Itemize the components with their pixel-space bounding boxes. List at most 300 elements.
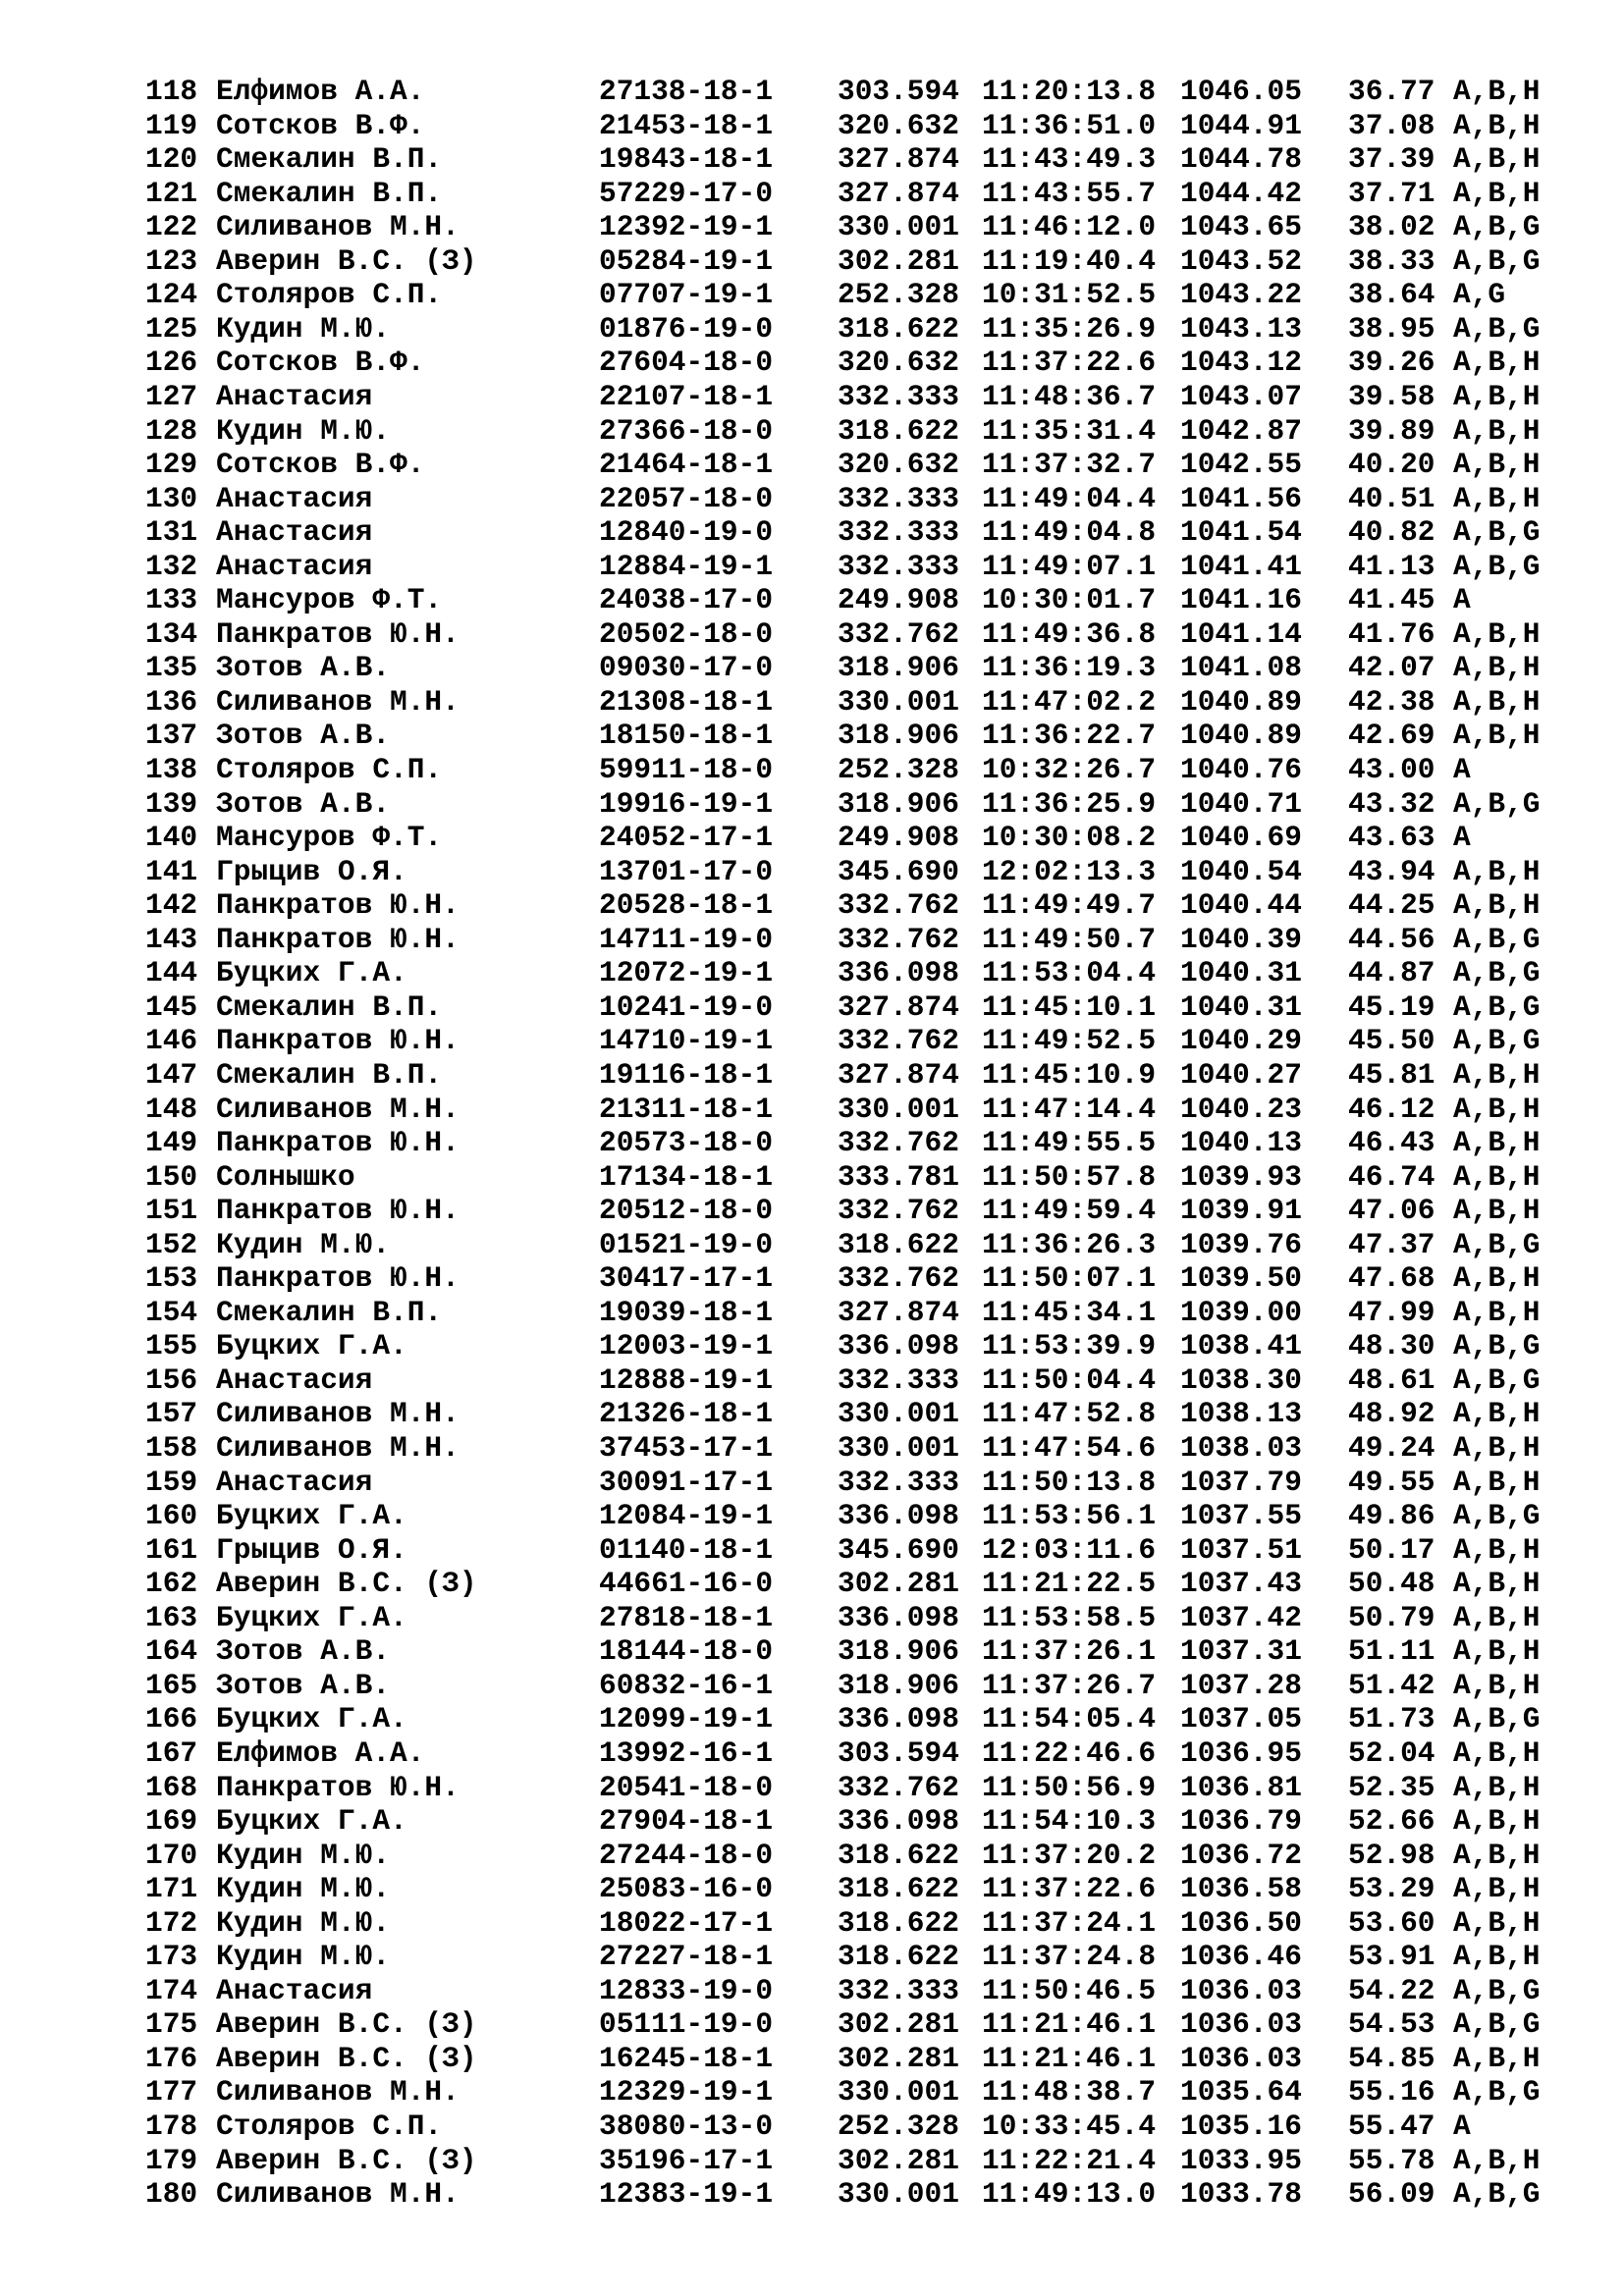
arrival-time-cell: 11:49:36.8 [982,616,1157,651]
distance-cell: 332.333 [838,379,959,413]
distance-cell: 318.906 [838,651,959,685]
arrival-time-cell: 10:33:45.4 [982,2109,1157,2143]
participant-name-cell: Кудин М.Ю. [216,311,391,346]
speed-cell: 1038.41 [1180,1329,1302,1363]
participant-name-cell: Аверин В.С. (З) [216,2041,477,2075]
speed-cell: 1040.31 [1180,956,1302,990]
speed-cell: 1038.13 [1180,1397,1302,1431]
points-cell: 52.04 [1348,1735,1435,1770]
distance-cell: 345.690 [838,1532,959,1567]
groups-cell: A,B,G [1453,922,1541,956]
participant-name-cell: Мансуров Ф.Т. [216,583,443,617]
points-cell: 54.85 [1348,2041,1435,2075]
ring-number-cell: 57229-17-0 [599,176,774,210]
participant-name-cell: Силиванов М.Н. [216,210,460,244]
arrival-time-cell: 11:36:19.3 [982,651,1157,685]
ring-number-cell: 18150-18-1 [599,719,774,753]
points-cell: 46.12 [1348,1092,1435,1126]
distance-cell: 318.906 [838,1668,959,1702]
ring-number-cell: 01140-18-1 [599,1532,774,1567]
speed-cell: 1041.16 [1180,583,1302,617]
position-cell: 153 [145,1261,198,1296]
groups-cell: A,B,H [1453,2041,1541,2075]
distance-cell: 327.874 [838,1295,959,1329]
groups-cell: A,G [1453,278,1506,312]
points-cell: 52.98 [1348,1838,1435,1872]
points-cell: 39.26 [1348,346,1435,380]
participant-name-cell: Силиванов М.Н. [216,1431,460,1465]
arrival-time-cell: 11:50:57.8 [982,1159,1157,1194]
participant-name-cell: Елфимов А.А. [216,75,425,108]
groups-cell: A,B,H [1453,651,1541,685]
arrival-time-cell: 11:35:31.4 [982,413,1157,448]
ring-number-cell: 12383-19-1 [599,2177,774,2212]
position-cell: 132 [145,549,198,583]
ring-number-cell: 14711-19-0 [599,922,774,956]
ring-number-cell: 60832-16-1 [599,1668,774,1702]
arrival-time-cell: 11:49:55.5 [982,1126,1157,1159]
groups-cell: A,B,H [1453,1159,1541,1194]
distance-cell: 318.622 [838,1872,959,1906]
ring-number-cell: 17134-18-1 [599,1159,774,1194]
distance-cell: 332.333 [838,515,959,550]
participant-name-cell: Буцких Г.А. [216,1804,407,1838]
points-cell: 51.11 [1348,1634,1435,1669]
participant-name-cell: Аверин В.С. (З) [216,243,477,278]
participant-name-cell: Панкратов Ю.Н. [216,1261,460,1296]
participant-name-cell: Зотов А.В. [216,719,391,753]
groups-cell: A [1453,821,1471,855]
groups-cell: A,B,H [1453,1126,1541,1159]
points-cell: 50.48 [1348,1567,1435,1601]
groups-cell: A,B,H [1453,854,1541,888]
speed-cell: 1039.50 [1180,1261,1302,1296]
ring-number-cell: 09030-17-0 [599,651,774,685]
groups-cell: A [1453,753,1471,786]
position-cell: 120 [145,142,198,177]
arrival-time-cell: 11:50:04.4 [982,1362,1157,1397]
points-cell: 47.37 [1348,1227,1435,1261]
groups-cell: A,B,H [1453,1804,1541,1838]
position-cell: 140 [145,821,198,855]
points-cell: 45.50 [1348,1024,1435,1058]
points-cell: 44.56 [1348,922,1435,956]
speed-cell: 1037.05 [1180,1702,1302,1736]
points-cell: 38.33 [1348,243,1435,278]
speed-cell: 1040.71 [1180,786,1302,821]
position-cell: 118 [145,75,198,108]
groups-cell: A,B,H [1453,1092,1541,1126]
distance-cell: 332.762 [838,1024,959,1058]
ring-number-cell: 12072-19-1 [599,956,774,990]
ring-number-cell: 24052-17-1 [599,821,774,855]
ring-number-cell: 12884-19-1 [599,549,774,583]
position-cell: 171 [145,1872,198,1906]
participant-name-cell: Зотов А.В. [216,1668,391,1702]
points-cell: 42.07 [1348,651,1435,685]
points-cell: 47.06 [1348,1194,1435,1228]
participant-name-cell: Смекалин В.П. [216,1057,443,1092]
points-cell: 52.66 [1348,1804,1435,1838]
arrival-time-cell: 11:49:50.7 [982,922,1157,956]
speed-cell: 1043.52 [1180,243,1302,278]
points-cell: 40.20 [1348,448,1435,481]
speed-cell: 1040.54 [1180,854,1302,888]
participant-name-cell: Кудин М.Ю. [216,1940,391,1974]
speed-cell: 1043.65 [1180,210,1302,244]
arrival-time-cell: 11:50:56.9 [982,1770,1157,1804]
distance-cell: 336.098 [838,1499,959,1533]
position-cell: 180 [145,2177,198,2212]
ring-number-cell: 19039-18-1 [599,1295,774,1329]
speed-cell: 1035.16 [1180,2109,1302,2143]
ring-number-cell: 12003-19-1 [599,1329,774,1363]
ring-number-cell: 21453-18-1 [599,108,774,142]
speed-cell: 1036.79 [1180,1804,1302,1838]
speed-cell: 1033.95 [1180,2143,1302,2177]
speed-cell: 1040.76 [1180,753,1302,786]
ring-number-cell: 27604-18-0 [599,346,774,380]
arrival-time-cell: 11:37:22.6 [982,346,1157,380]
points-cell: 47.68 [1348,1261,1435,1296]
distance-cell: 332.762 [838,1261,959,1296]
arrival-time-cell: 11:53:58.5 [982,1600,1157,1634]
ring-number-cell: 12833-19-0 [599,1973,774,2007]
participant-name-cell: Силиванов М.Н. [216,2177,460,2212]
arrival-time-cell: 11:47:02.2 [982,684,1157,719]
arrival-time-cell: 11:37:24.8 [982,1940,1157,1974]
participant-name-cell: Зотов А.В. [216,786,391,821]
distance-cell: 302.281 [838,2143,959,2177]
points-cell: 50.79 [1348,1600,1435,1634]
ring-number-cell: 38080-13-0 [599,2109,774,2143]
arrival-time-cell: 11:45:34.1 [982,1295,1157,1329]
participant-name-cell: Буцких Г.А. [216,1329,407,1363]
participant-name-cell: Зотов А.В. [216,1634,391,1669]
participant-name-cell: Силиванов М.Н. [216,684,460,719]
participant-name-cell: Кудин М.Ю. [216,1838,391,1872]
groups-cell: A,B,H [1453,75,1541,108]
participant-name-cell: Мансуров Ф.Т. [216,821,443,855]
speed-cell: 1042.87 [1180,413,1302,448]
participant-name-cell: Столяров С.П. [216,2109,443,2143]
participant-name-cell: Кудин М.Ю. [216,1872,391,1906]
speed-cell: 1037.42 [1180,1600,1302,1634]
ring-number-cell: 12392-19-1 [599,210,774,244]
distance-cell: 252.328 [838,2109,959,2143]
ring-number-cell: 07707-19-1 [599,278,774,312]
ring-number-cell: 22107-18-1 [599,379,774,413]
distance-cell: 318.622 [838,1940,959,1974]
arrival-time-cell: 12:02:13.3 [982,854,1157,888]
speed-cell: 1041.41 [1180,549,1302,583]
ring-number-cell: 14710-19-1 [599,1024,774,1058]
participant-name-cell: Елфимов А.А. [216,1735,425,1770]
position-cell: 175 [145,2007,198,2042]
points-cell: 46.43 [1348,1126,1435,1159]
ring-number-cell: 30417-17-1 [599,1261,774,1296]
speed-cell: 1043.13 [1180,311,1302,346]
ring-number-cell: 21464-18-1 [599,448,774,481]
points-cell: 42.38 [1348,684,1435,719]
speed-cell: 1039.93 [1180,1159,1302,1194]
speed-cell: 1035.64 [1180,2075,1302,2109]
groups-cell: A,B,H [1453,1634,1541,1669]
points-cell: 48.92 [1348,1397,1435,1431]
speed-cell: 1044.42 [1180,176,1302,210]
participant-name-cell: Аверин В.С. (З) [216,2007,477,2042]
speed-cell: 1040.31 [1180,989,1302,1024]
points-cell: 45.81 [1348,1057,1435,1092]
ring-number-cell: 05284-19-1 [599,243,774,278]
distance-cell: 318.906 [838,1634,959,1669]
ring-number-cell: 01521-19-0 [599,1227,774,1261]
speed-cell: 1039.76 [1180,1227,1302,1261]
participant-name-cell: Силиванов М.Н. [216,1092,460,1126]
points-cell: 45.19 [1348,989,1435,1024]
ring-number-cell: 21326-18-1 [599,1397,774,1431]
groups-cell: A,B,H [1453,1905,1541,1940]
position-cell: 178 [145,2109,198,2143]
arrival-time-cell: 11:20:13.8 [982,75,1157,108]
distance-cell: 332.333 [838,1362,959,1397]
distance-cell: 330.001 [838,1431,959,1465]
participant-name-cell: Смекалин В.П. [216,989,443,1024]
speed-cell: 1041.14 [1180,616,1302,651]
groups-cell: A,B,G [1453,1702,1541,1736]
groups-cell: A [1453,2109,1471,2143]
position-cell: 152 [145,1227,198,1261]
position-cell: 141 [145,854,198,888]
arrival-time-cell: 11:46:12.0 [982,210,1157,244]
arrival-time-cell: 11:53:39.9 [982,1329,1157,1363]
groups-cell: A,B,H [1453,1194,1541,1228]
position-cell: 121 [145,176,198,210]
arrival-time-cell: 11:53:04.4 [982,956,1157,990]
participant-name-cell: Панкратов Ю.Н. [216,1194,460,1228]
speed-cell: 1037.31 [1180,1634,1302,1669]
points-cell: 53.60 [1348,1905,1435,1940]
arrival-time-cell: 11:54:05.4 [982,1702,1157,1736]
speed-cell: 1036.50 [1180,1905,1302,1940]
speed-cell: 1038.03 [1180,1431,1302,1465]
arrival-time-cell: 11:37:20.2 [982,1838,1157,1872]
speed-cell: 1040.89 [1180,684,1302,719]
distance-cell: 332.333 [838,1465,959,1499]
arrival-time-cell: 12:03:11.6 [982,1532,1157,1567]
arrival-time-cell: 11:49:59.4 [982,1194,1157,1228]
distance-cell: 336.098 [838,1804,959,1838]
distance-cell: 302.281 [838,243,959,278]
groups-cell: A,B,H [1453,1261,1541,1296]
points-cell: 43.00 [1348,753,1435,786]
speed-cell: 1036.03 [1180,2007,1302,2042]
distance-cell: 332.333 [838,1973,959,2007]
groups-cell: A,B,H [1453,1735,1541,1770]
position-cell: 172 [145,1905,198,1940]
position-cell: 161 [145,1532,198,1567]
distance-cell: 302.281 [838,1567,959,1601]
groups-cell: A,B,H [1453,108,1541,142]
position-cell: 165 [145,1668,198,1702]
distance-cell: 332.762 [838,888,959,923]
arrival-time-cell: 11:49:04.8 [982,515,1157,550]
arrival-time-cell: 11:37:32.7 [982,448,1157,481]
participant-name-cell: Буцких Г.А. [216,1702,407,1736]
position-cell: 177 [145,2075,198,2109]
groups-cell: A,B,H [1453,1567,1541,1601]
ring-number-cell: 01876-19-0 [599,311,774,346]
points-cell: 38.95 [1348,311,1435,346]
points-cell: 37.08 [1348,108,1435,142]
groups-cell: A,B,H [1453,142,1541,177]
ring-number-cell: 20512-18-0 [599,1194,774,1228]
groups-cell: A,B,G [1453,1362,1541,1397]
distance-cell: 318.622 [838,1227,959,1261]
distance-cell: 302.281 [838,2007,959,2042]
points-cell: 49.55 [1348,1465,1435,1499]
arrival-time-cell: 11:22:21.4 [982,2143,1157,2177]
points-cell: 50.17 [1348,1532,1435,1567]
distance-cell: 332.333 [838,549,959,583]
arrival-time-cell: 11:49:52.5 [982,1024,1157,1058]
arrival-time-cell: 11:37:24.1 [982,1905,1157,1940]
speed-cell: 1037.79 [1180,1465,1302,1499]
speed-cell: 1040.27 [1180,1057,1302,1092]
points-cell: 53.29 [1348,1872,1435,1906]
points-cell: 40.51 [1348,481,1435,515]
participant-name-cell: Анастасия [216,515,373,550]
groups-cell: A,B,H [1453,1465,1541,1499]
distance-cell: 330.001 [838,210,959,244]
points-cell: 48.61 [1348,1362,1435,1397]
ring-number-cell: 13701-17-0 [599,854,774,888]
groups-cell: A,B,H [1453,1770,1541,1804]
points-cell: 54.22 [1348,1973,1435,2007]
position-cell: 135 [145,651,198,685]
distance-cell: 318.906 [838,786,959,821]
participant-name-cell: Смекалин В.П. [216,142,443,177]
position-cell: 142 [145,888,198,923]
distance-cell: 303.594 [838,75,959,108]
groups-cell: A,B,H [1453,481,1541,515]
points-cell: 52.35 [1348,1770,1435,1804]
position-cell: 131 [145,515,198,550]
ring-number-cell: 27138-18-1 [599,75,774,108]
position-cell: 136 [145,684,198,719]
participant-name-cell: Анастасия [216,481,373,515]
distance-cell: 252.328 [838,753,959,786]
groups-cell: A,B,H [1453,1057,1541,1092]
points-cell: 36.77 [1348,75,1435,108]
ring-number-cell: 20573-18-0 [599,1126,774,1159]
points-cell: 49.86 [1348,1499,1435,1533]
speed-cell: 1040.69 [1180,821,1302,855]
groups-cell: A,B,G [1453,311,1541,346]
arrival-time-cell: 11:21:46.1 [982,2041,1157,2075]
distance-cell: 332.762 [838,1194,959,1228]
participant-name-cell: Сотсков В.Ф. [216,448,425,481]
participant-name-cell: Анастасия [216,1973,373,2007]
speed-cell: 1040.13 [1180,1126,1302,1159]
points-cell: 37.71 [1348,176,1435,210]
groups-cell: A,B,G [1453,2177,1541,2212]
position-cell: 159 [145,1465,198,1499]
distance-cell: 336.098 [838,1600,959,1634]
speed-cell: 1042.55 [1180,448,1302,481]
participant-name-cell: Зотов А.В. [216,651,391,685]
groups-cell: A,B,H [1453,1668,1541,1702]
speed-cell: 1044.91 [1180,108,1302,142]
ring-number-cell: 27818-18-1 [599,1600,774,1634]
ring-number-cell: 12888-19-1 [599,1362,774,1397]
position-cell: 137 [145,719,198,753]
participant-name-cell: Аверин В.С. (З) [216,2143,477,2177]
position-cell: 166 [145,1702,198,1736]
groups-cell: A,B,G [1453,1227,1541,1261]
arrival-time-cell: 11:54:10.3 [982,1804,1157,1838]
position-cell: 130 [145,481,198,515]
participant-name-cell: Солнышко [216,1159,355,1194]
participant-name-cell: Столяров С.П. [216,753,443,786]
groups-cell: A,B,H [1453,1431,1541,1465]
arrival-time-cell: 11:36:26.3 [982,1227,1157,1261]
ring-number-cell: 20502-18-0 [599,616,774,651]
distance-cell: 336.098 [838,1329,959,1363]
points-cell: 37.39 [1348,142,1435,177]
arrival-time-cell: 11:19:40.4 [982,243,1157,278]
points-cell: 41.45 [1348,583,1435,617]
distance-cell: 327.874 [838,142,959,177]
arrival-time-cell: 11:43:55.7 [982,176,1157,210]
groups-cell: A,B,G [1453,210,1541,244]
points-cell: 54.53 [1348,2007,1435,2042]
speed-cell: 1040.23 [1180,1092,1302,1126]
groups-cell: A,B,H [1453,413,1541,448]
distance-cell: 336.098 [838,1702,959,1736]
points-cell: 40.82 [1348,515,1435,550]
arrival-time-cell: 11:21:22.5 [982,1567,1157,1601]
participant-name-cell: Грыцив О.Я. [216,1532,407,1567]
arrival-time-cell: 10:31:52.5 [982,278,1157,312]
distance-cell: 332.762 [838,1770,959,1804]
groups-cell: A,B,H [1453,616,1541,651]
speed-cell: 1038.30 [1180,1362,1302,1397]
arrival-time-cell: 11:36:22.7 [982,719,1157,753]
position-cell: 123 [145,243,198,278]
ring-number-cell: 27244-18-0 [599,1838,774,1872]
groups-cell: A,B,H [1453,684,1541,719]
ring-number-cell: 25083-16-0 [599,1872,774,1906]
participant-name-cell: Панкратов Ю.Н. [216,1770,460,1804]
arrival-time-cell: 11:21:46.1 [982,2007,1157,2042]
arrival-time-cell: 11:49:49.7 [982,888,1157,923]
distance-cell: 333.781 [838,1159,959,1194]
speed-cell: 1041.54 [1180,515,1302,550]
points-cell: 51.42 [1348,1668,1435,1702]
position-cell: 169 [145,1804,198,1838]
speed-cell: 1040.89 [1180,719,1302,753]
arrival-time-cell: 11:37:22.6 [982,1872,1157,1906]
arrival-time-cell: 11:36:25.9 [982,786,1157,821]
ring-number-cell: 18144-18-0 [599,1634,774,1669]
points-cell: 44.87 [1348,956,1435,990]
arrival-time-cell: 11:36:51.0 [982,108,1157,142]
arrival-time-cell: 11:47:52.8 [982,1397,1157,1431]
distance-cell: 330.001 [838,2075,959,2109]
position-cell: 156 [145,1362,198,1397]
participant-name-cell: Аверин В.С. (З) [216,1567,477,1601]
